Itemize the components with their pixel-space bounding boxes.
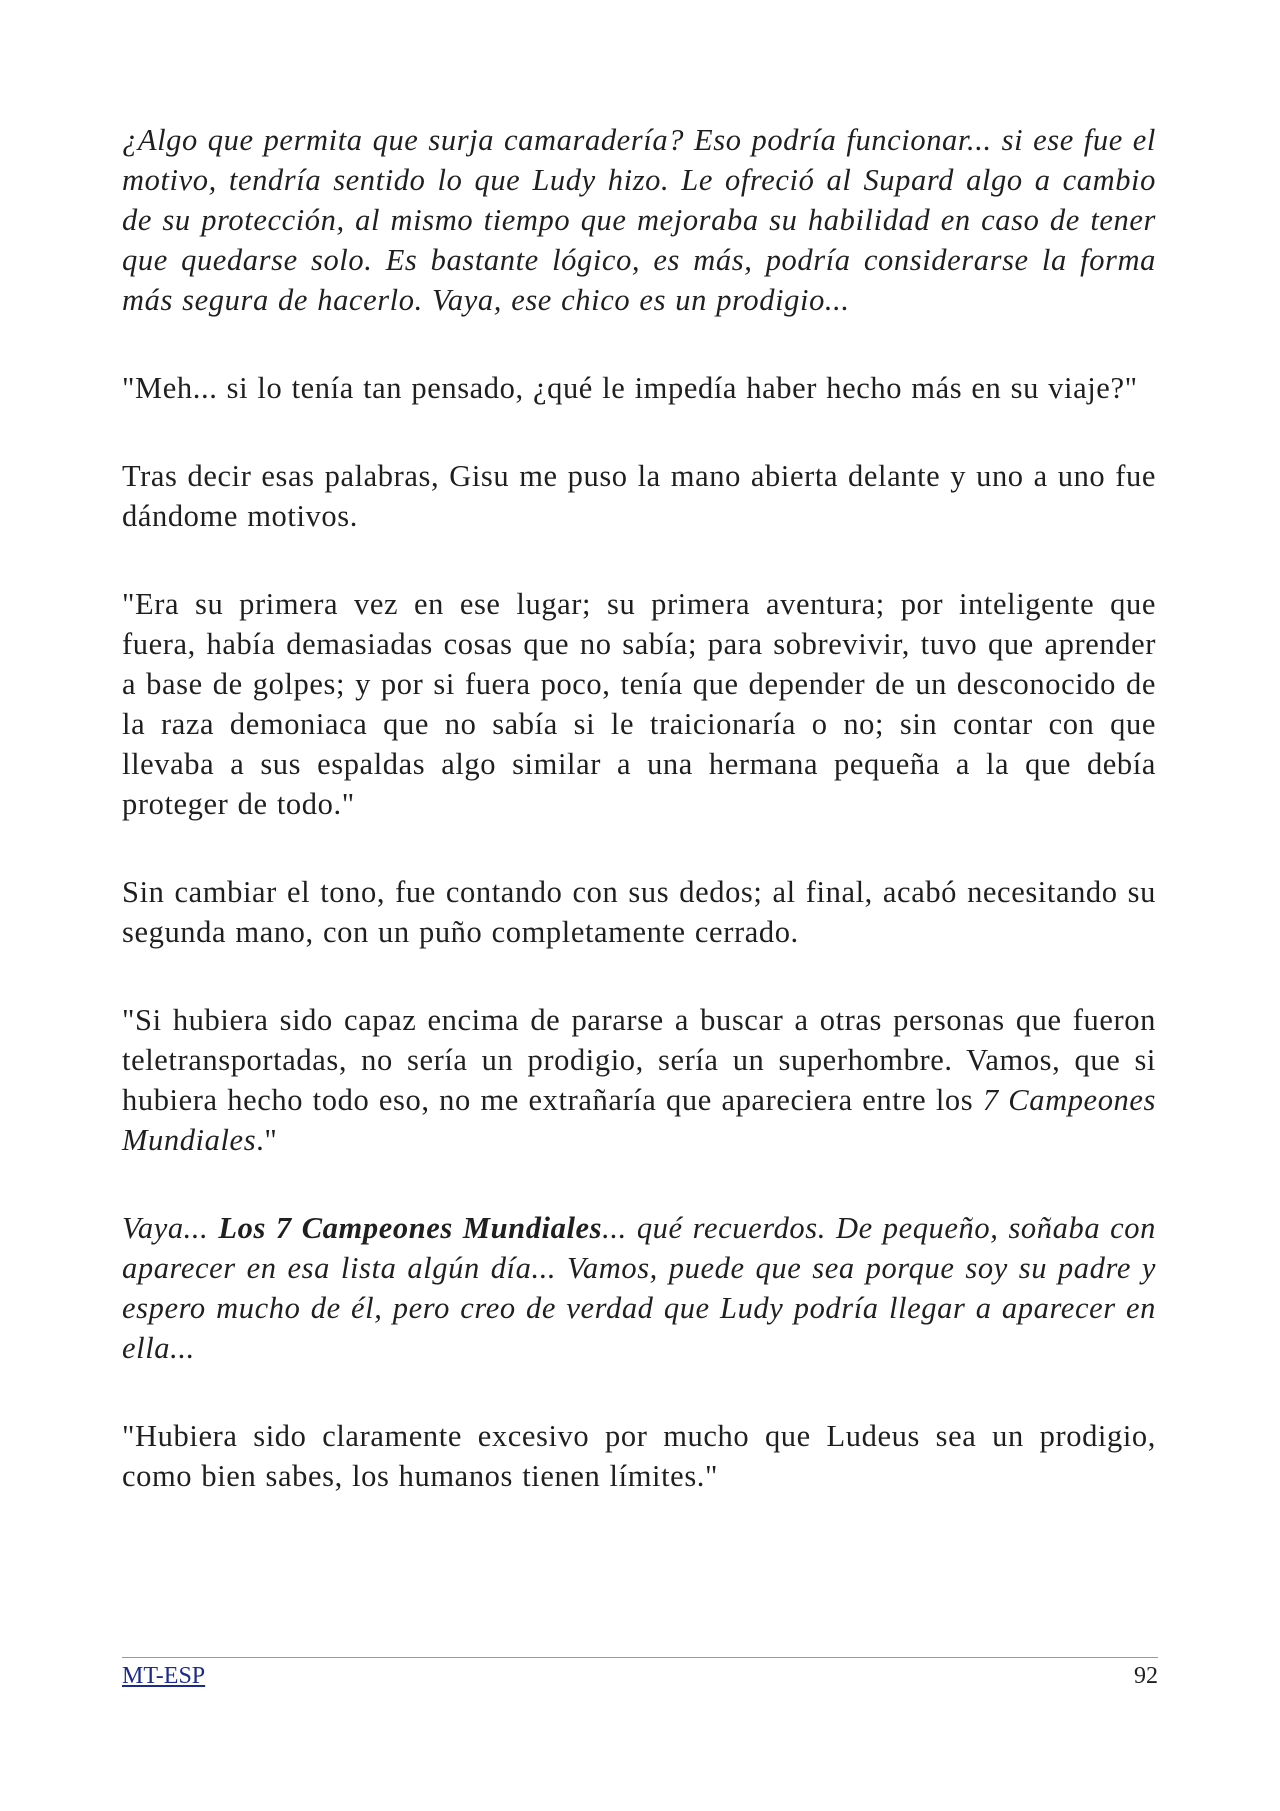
text-run: "Era su primera vez en ese lugar; su primera aventura; por inteligente que fuera, había demasiadas cosas que no sabía; para sobrevivir, tuvo que aprender a base de golpes; y por si fuera poco, tenía que depender de un desconocido de la raza demoniaca que no sabía si le traicionaría o no; sin contar con que llevaba a sus espaldas algo similar a una hermana pequeña a la que debía proteger de todo." [122, 587, 1156, 821]
footer-link[interactable]: MT-ESP [122, 1663, 206, 1689]
italic-phrase: 7 Campeones Mundiales [122, 1083, 1157, 1157]
text-run: ¿Algo que permita que surja camaradería? Eso podría funcionar... si ese fue el motivo, tendría sentido lo que Ludy hizo. Le ofreció al Supard algo a cambio de su protección, al mismo tiempo que mejoraba su habilidad en caso de tener que quedarse solo. Es bastante lógico, es más, podría considerarse la forma más segura de hacerlo. Vaya, ese chico es un prodigio... [122, 123, 1156, 317]
text-run: "Meh... si lo tenía tan pensado, ¿qué le impedía haber hecho más en su viaje?" [122, 371, 1138, 405]
paragraph [122, 456, 1156, 536]
bold-phrase: Los 7 Campeones Mundiales [218, 1211, 603, 1245]
page-number: 92 [1134, 1663, 1158, 1689]
text-run: Vaya... [122, 1211, 219, 1245]
paragraph [122, 120, 1156, 320]
text-run: Sin cambiar el tono, fue contando con sus dedos; al final, acabó necesitando su segunda mano, con un puño completamente cerrado. [122, 875, 1156, 949]
text-run: ." [256, 1123, 278, 1157]
text-run: ... qué recuerdos. De pequeño, soñaba con aparecer en esa lista algún día... Vamos, puede que sea porque soy su padre y espero mucho de él, pero creo de verdad que Ludy podría llegar a aparecer en ella... [122, 1211, 1157, 1365]
paragraph [122, 368, 1156, 408]
text-run: "Si hubiera sido capaz encima de pararse a buscar a otras personas que fueron teletransportadas, no sería un prodigio, sería un superhombre. Vamos, que si hubiera hecho todo eso, no me extrañaría que apareciera entre los [122, 1003, 1156, 1117]
document-body [122, 120, 1156, 1544]
paragraph [122, 872, 1156, 952]
paragraph [122, 1416, 1156, 1496]
text-run: Tras decir esas palabras, Gisu me puso la mano abierta delante y uno a uno fue dándome motivos. [122, 459, 1156, 533]
paragraph [122, 1208, 1156, 1368]
footer-divider [122, 1657, 1158, 1658]
paragraph [122, 584, 1156, 824]
text-run: "Hubiera sido claramente excesivo por mucho que Ludeus sea un prodigio, como bien sabes, los humanos tienen límites." [122, 1419, 1156, 1493]
paragraph [122, 1000, 1156, 1160]
